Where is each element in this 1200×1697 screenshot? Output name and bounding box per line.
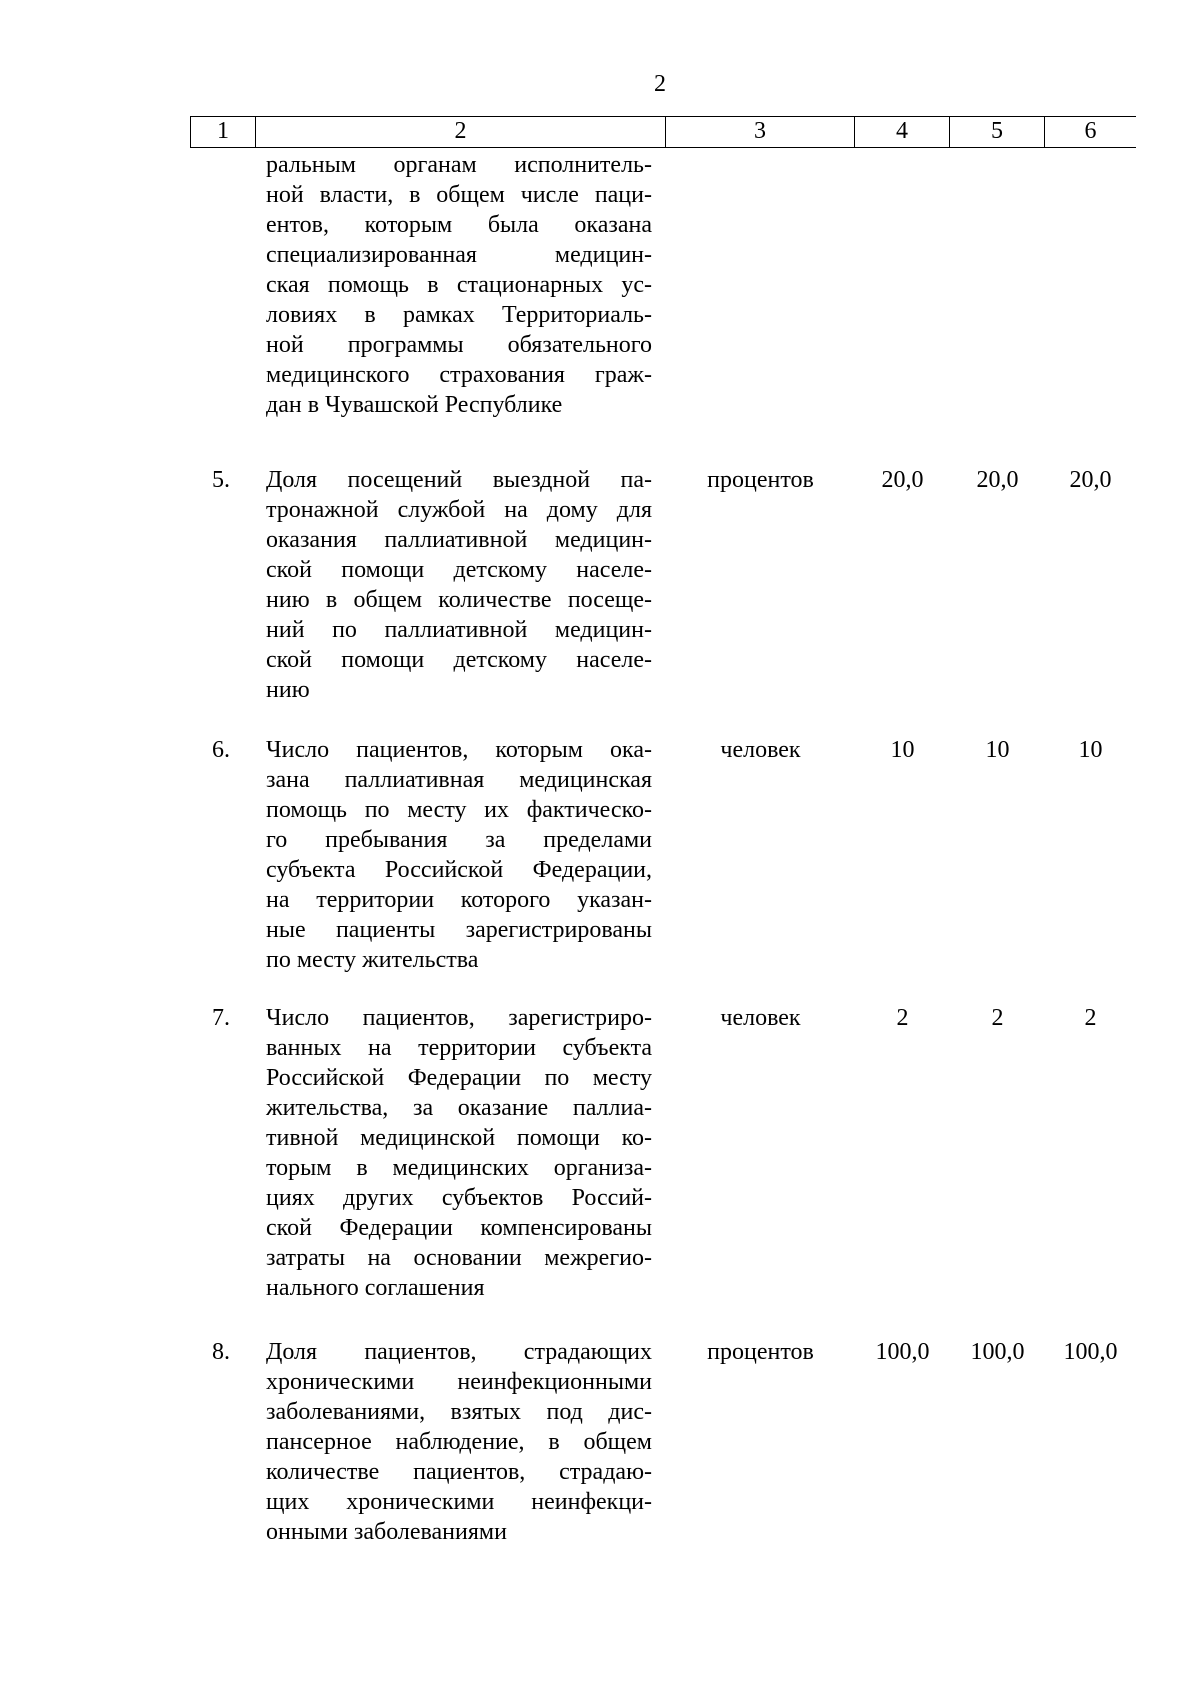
value-col-5: 2 bbox=[991, 1005, 1004, 1031]
indicator-name bbox=[266, 465, 652, 705]
value-col-5: 100,0 bbox=[970, 1339, 1025, 1365]
unit-of-measure: человек bbox=[720, 737, 801, 763]
text-line: щих хроническими неинфекци- bbox=[266, 1489, 652, 1515]
text-line: помощь по месту их фактическо- bbox=[266, 797, 652, 823]
header-cell-5: 5 bbox=[950, 117, 1045, 147]
value-col-4: 2 bbox=[896, 1005, 909, 1031]
value-col-4: 10 bbox=[890, 737, 915, 763]
text-line: Число пациентов, зарегистриро- bbox=[266, 1005, 652, 1031]
value-col-5: 10 bbox=[985, 737, 1010, 763]
text-line: затраты на основании межрегио- bbox=[266, 1245, 652, 1271]
text-line: оказания паллиативной медицин- bbox=[266, 527, 652, 553]
text-line: дан в Чувашской Республике bbox=[266, 392, 563, 418]
header-cell-2: 2 bbox=[256, 117, 666, 147]
indicator-name bbox=[266, 150, 652, 420]
text-line: хроническими неинфекционными bbox=[266, 1369, 652, 1395]
text-line: нального соглашения bbox=[266, 1275, 485, 1301]
text-line: Число пациентов, которым ока- bbox=[266, 737, 652, 763]
text-line: ской помощи детскому населе- bbox=[266, 647, 652, 673]
text-line: торым в медицинских организа- bbox=[266, 1155, 652, 1181]
row-number: 6. bbox=[212, 737, 230, 763]
text-line: ные пациенты зарегистрированы bbox=[266, 917, 652, 943]
unit-of-measure: человек bbox=[720, 1005, 801, 1031]
text-line: пансерное наблюдение, в общем bbox=[266, 1429, 652, 1455]
text-line: ская помощь в стационарных ус- bbox=[266, 272, 652, 298]
text-line: тивной медицинской помощи ко- bbox=[266, 1125, 652, 1151]
indicator-name bbox=[266, 1003, 652, 1303]
header-cell-1: 1 bbox=[190, 117, 256, 147]
text-line: медицинского страхования граж- bbox=[266, 362, 652, 388]
text-line: ентов, которым была оказана bbox=[266, 212, 652, 238]
unit-of-measure: процентов bbox=[707, 467, 814, 493]
text-line: ловиях в рамках Территориаль- bbox=[266, 302, 652, 328]
text-line: Доля посещений выездной па- bbox=[266, 467, 652, 493]
text-line: тронажной службой на дому для bbox=[266, 497, 652, 523]
text-line: субъекта Российской Федерации, bbox=[266, 857, 652, 883]
text-line: ральным органам исполнитель- bbox=[266, 152, 652, 178]
row-number: 7. bbox=[212, 1005, 230, 1031]
text-line: ной власти, в общем числе паци- bbox=[266, 182, 652, 208]
indicator-name bbox=[266, 735, 652, 975]
text-line: циях других субъектов Россий- bbox=[266, 1185, 652, 1211]
header-cell-6: 6 bbox=[1084, 118, 1097, 144]
page-number: 2 bbox=[654, 71, 666, 97]
text-line: жительства, за оказание паллиа- bbox=[266, 1095, 652, 1121]
text-line: на территории которого указан- bbox=[266, 887, 652, 913]
text-line: онными заболеваниями bbox=[266, 1519, 507, 1545]
unit-of-measure: процентов bbox=[707, 1339, 814, 1365]
text-line: заболеваниями, взятых под дис- bbox=[266, 1399, 652, 1425]
row-number: 8. bbox=[212, 1339, 230, 1365]
text-line: ской Федерации компенсированы bbox=[266, 1215, 652, 1241]
text-line: ванных на территории субъекта bbox=[266, 1035, 652, 1061]
header-cell-3: 3 bbox=[666, 117, 855, 147]
value-col-6: 10 bbox=[1078, 737, 1103, 763]
text-line: количестве пациентов, страдаю- bbox=[266, 1459, 652, 1485]
header-cell-4: 4 bbox=[855, 117, 950, 147]
text-line: ний по паллиативной медицин- bbox=[266, 617, 652, 643]
value-col-6: 20,0 bbox=[1069, 467, 1112, 493]
text-line: Российской Федерации по месту bbox=[266, 1065, 652, 1091]
text-line: специализированная медицин- bbox=[266, 242, 652, 268]
text-line: по месту жительства bbox=[266, 947, 479, 973]
row-number: 5. bbox=[212, 467, 230, 493]
text-line: Доля пациентов, страдающих bbox=[266, 1339, 652, 1365]
text-line: ской помощи детскому населе- bbox=[266, 557, 652, 583]
indicator-name bbox=[266, 1337, 652, 1547]
text-line: го пребывания за пределами bbox=[266, 827, 652, 853]
text-line: нию в общем количестве посеще- bbox=[266, 587, 652, 613]
value-col-5: 20,0 bbox=[976, 467, 1019, 493]
table-header-row bbox=[190, 116, 1136, 148]
value-col-6: 2 bbox=[1084, 1005, 1097, 1031]
value-col-4: 100,0 bbox=[875, 1339, 930, 1365]
value-col-4: 20,0 bbox=[881, 467, 924, 493]
value-col-6: 100,0 bbox=[1063, 1339, 1118, 1365]
text-line: нию bbox=[266, 677, 310, 703]
text-line: ной программы обязательного bbox=[266, 332, 652, 358]
text-line: зана паллиативная медицинская bbox=[266, 767, 652, 793]
